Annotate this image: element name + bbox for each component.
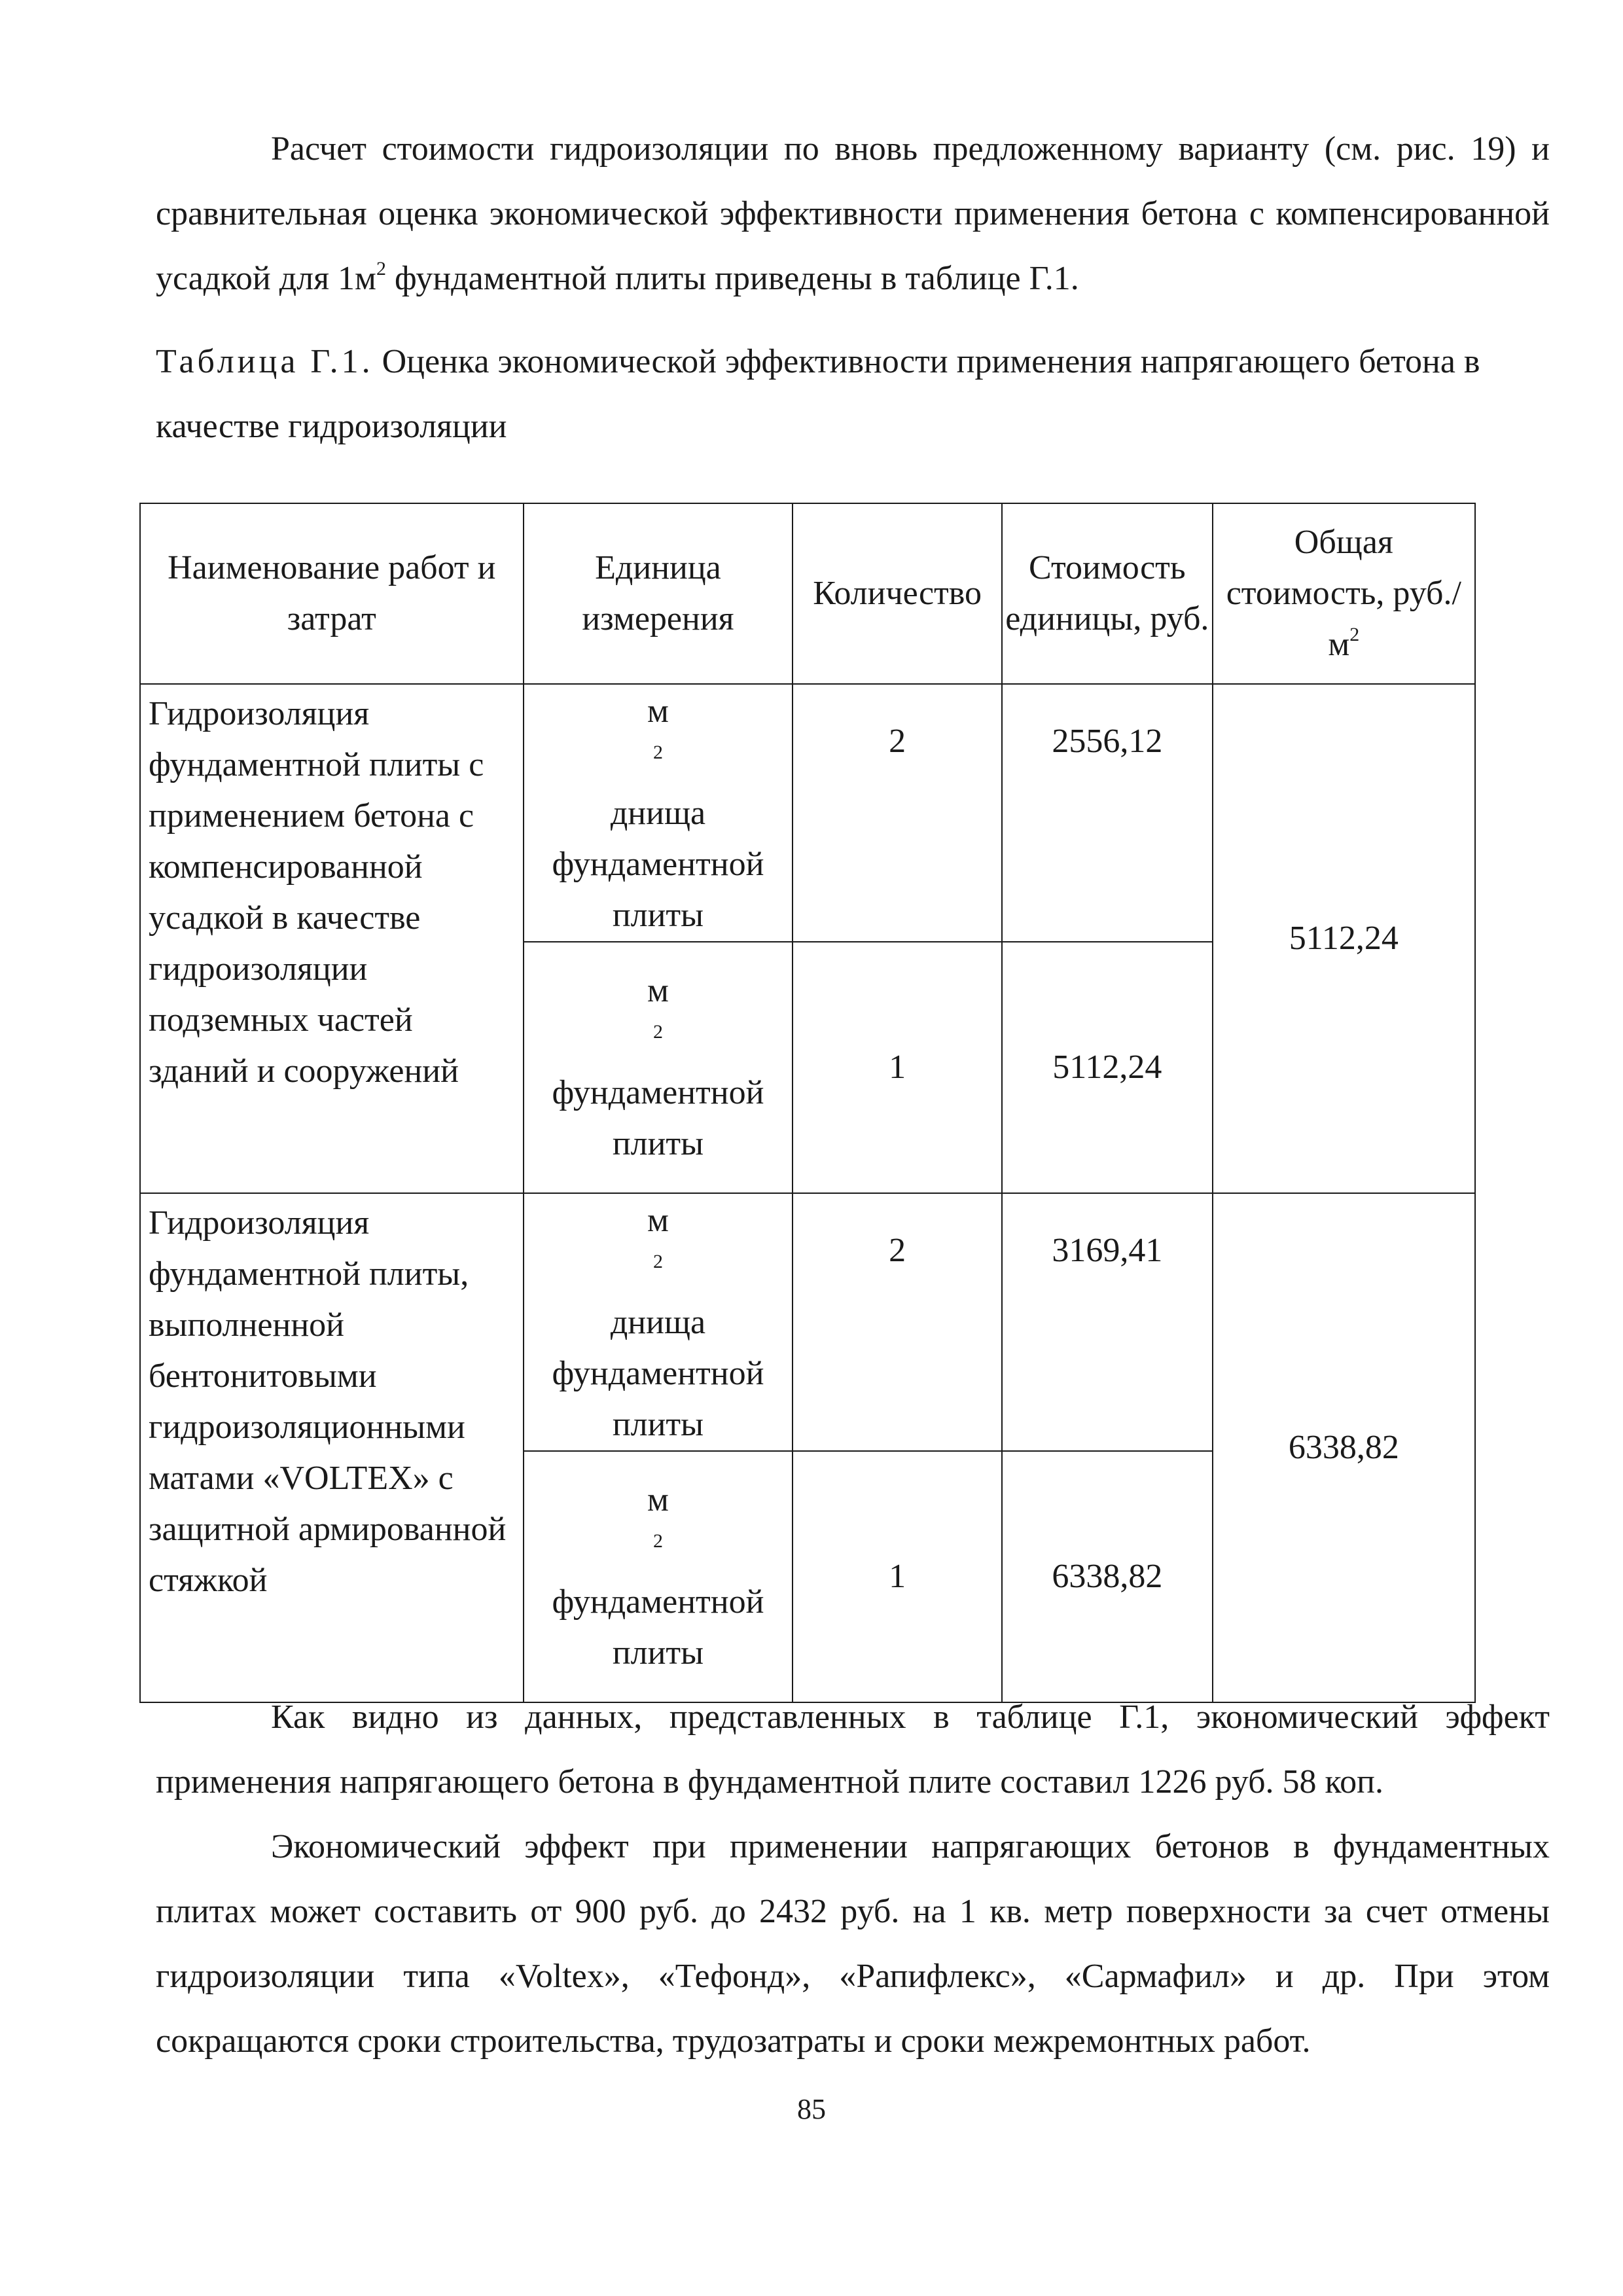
header-total [1213,503,1475,684]
cost-cell: 5112,24 [1002,942,1213,1193]
cost-cell: 2556,12 [1002,684,1213,942]
unit-main: м [647,1202,669,1239]
unit-line: фундаментной [552,846,764,883]
table-caption-label: Таблица Г.1. [156,343,374,380]
unit-cell [524,684,793,942]
qty-cell: 2 [793,684,1002,942]
page-number: 85 [797,2093,826,2125]
table-row [140,684,1475,942]
unit-cell [524,1193,793,1451]
header-name: Наименование работ и затрат [140,503,524,684]
intro-superscript: 2 [376,258,386,279]
qty-cell: 1 [793,1451,1002,1702]
unit-line: плиты [612,1634,704,1672]
unit-line: плиты [612,897,704,934]
header-qty: Количество [793,503,1002,684]
unit-sup: 2 [652,1251,663,1272]
intro-text-1: Расчет стоимости гидроизоляции по вновь предложенному варианту (см. рис. 19) и сравнительная оценка экономической эффективности применения бетона с компенсированной усадкой для 1м [156,130,1550,297]
conclusion-paragraph-1: Как видно из данных, представленных в таблице Г.1, экономический эффект применения напрягающего бетона в фундаментной плите составил 1226 руб. 58 коп. [156,1698,1550,1801]
unit-line: плиты [612,1125,704,1162]
unit-line: плиты [612,1406,704,1443]
unit-line: фундаментной [552,1583,764,1621]
qty-cell: 2 [793,1193,1002,1451]
intro-text-2: фундаментной плиты приведены в таблице Г.1. [385,260,1079,297]
cost-cell: 3169,41 [1002,1193,1213,1451]
intro-paragraph [156,117,1550,311]
header-unit: Единица измерения [524,503,793,684]
total-cell: 5112,24 [1213,684,1475,1193]
table-row [140,1193,1475,1451]
total-cell: 6338,82 [1213,1193,1475,1702]
table-caption [156,329,1550,459]
header-unit-cost: Стоимость единицы, руб. [1002,503,1213,684]
cost-cell: 6338,82 [1002,1451,1213,1702]
unit-cell [524,1451,793,1702]
unit-main: м [647,1481,669,1518]
header-total-sup: 2 [1349,624,1360,645]
unit-sup: 2 [652,742,663,763]
conclusion-paragraph-2: Экономический эффект при применении напрягающих бетонов в фундаментных плитах может составить от 900 руб. до 2432 руб. на 1 кв. метр поверхности за счет отмены гидроизоляции типа «Voltex», «Тефонд», «Рапифлекс», «Сармафил» и др. При этом сокращаются сроки строительства, трудозатраты и сроки межремонтных работ. [156,1828,1550,2060]
qty-cell: 1 [793,942,1002,1193]
table-caption-text: Оценка экономической эффективности применения напрягающего бетона в качестве гидроизоляции [156,343,1480,445]
unit-cell [524,942,793,1193]
unit-main: м [647,692,669,730]
unit-line: фундаментной [552,1355,764,1392]
unit-sup: 2 [652,1021,663,1043]
work-name-cell: Гидроизоляция фундаментной плиты, выполненной бентонитовыми гидроизоляционными матами «VOLTEX» с защитной армированной стяжкой [140,1193,524,1702]
unit-sup: 2 [652,1530,663,1552]
table-header-row [140,503,1475,684]
economic-efficiency-table [139,503,1476,1703]
unit-line: фундаментной [552,1074,764,1111]
unit-line: днища [610,795,706,832]
header-total-text: Общая стоимость, руб./м [1226,524,1461,663]
work-name-cell: Гидроизоляция фундаментной плиты с применением бетона с компенсированной усадкой в качестве гидроизоляции подземных частей зданий и сооружений [140,684,524,1193]
unit-line: днища [610,1304,706,1341]
unit-main: м [647,972,669,1009]
